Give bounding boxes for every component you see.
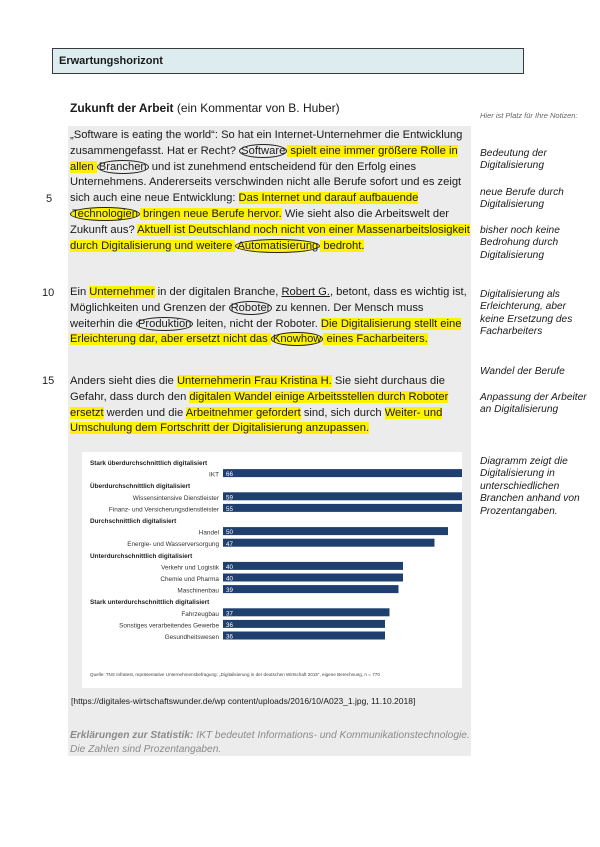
chart-value-label-6: 40	[226, 575, 233, 583]
chart-category-label-3: Handel	[198, 529, 219, 537]
chart-bar-4	[223, 539, 435, 547]
p2-text: , betont, dass es wichtig ist, Möglichkeiten und Grenzen der	[70, 286, 467, 314]
paragraph-2	[70, 285, 470, 348]
chart-value-label-3: 50	[226, 529, 233, 537]
chart-value-label-10: 36	[226, 633, 233, 641]
p2-circled-knowhow: Knowhow	[272, 333, 322, 346]
article-title	[70, 101, 340, 115]
chart-group-label-2: Durchschnittlich digitalisiert	[90, 518, 177, 525]
chart-value-label-8: 37	[226, 610, 233, 618]
notes-hint: Hier ist Platz für Ihre Notizen:	[480, 111, 578, 120]
chart-category-label-7: Maschinenbau	[177, 587, 219, 595]
statistics-explanation	[70, 729, 470, 757]
p2-underlined-name: Robert G.	[281, 286, 330, 298]
chart-bar-8	[223, 608, 390, 616]
p1-text: und ist zunehmend entscheidend für den Erfolg eines Unternehmens. Andererseits verschwinden nicht alle Berufe sofort und es zeigt sich auch eine neue Entwicklung:	[70, 160, 462, 205]
chart-bar-2	[223, 504, 462, 512]
chart-value-label-1: 59	[226, 494, 233, 502]
p1-highlight: bedroht.	[320, 239, 365, 252]
chart-group-label-3: Unterdurchschnittlich digitalisiert	[90, 552, 193, 560]
p2-circled-roboter: Roboter	[230, 301, 271, 314]
p2-text: Ein	[70, 286, 90, 298]
p1-circled-technologien: Technologien	[72, 207, 138, 220]
line-number-5: 5	[46, 193, 53, 205]
chart-category-label-9: Sonstiges verarbeitendes Gewerbe	[119, 622, 219, 630]
chart-group-label-0: Stark überdurchschnittlich digitalisiert	[90, 460, 208, 467]
note-3: bisher noch keine Bedrohung durch Digitalisierung	[480, 225, 560, 261]
p3-highlight: Weiter- und Umschulung dem Fortschritt der Digitalisierung anzupassen.	[70, 406, 443, 435]
p2-highlight: Die Digitalisierung stellt eine Erleichterung dar, aber ersetzt nicht das	[70, 317, 462, 346]
explanation-text: IKT bedeutet Informations- und Kommunikationstechnologie. Die Zahlen sind Prozentangaben.	[70, 730, 470, 755]
p2-text: zu kennen. Der Mensch muss weiterhin die	[70, 301, 424, 330]
p1-highlight: spielt eine immer größere Rolle in allen	[70, 144, 458, 173]
chart-category-label-1: Wissensintensive Dienstleister	[132, 494, 219, 502]
chart-svg	[82, 452, 462, 688]
p3-highlight: Unternehmerin Frau Kristina H.	[176, 375, 332, 387]
note-6: Anpassung der Arbeiter an Digitalisierung	[480, 392, 587, 416]
chart-category-label-2: Finanz- und Versicherungsdienstleister	[108, 506, 219, 514]
chart-source-note: Quelle: TNS Infratest, repräsentative Unternehmensbefragung: „Digitalisierung in der deutschen Wirtschaft 2015“, eigene Berechnung, n = 770	[90, 672, 380, 677]
p3-highlight: Arbeitnehmer gefordert	[185, 406, 301, 419]
p2-highlight: eines Facharbeiters.	[323, 333, 428, 346]
chart-bar-3	[223, 527, 448, 535]
chart-group-label-1: Überdurchschnittlich digitalisiert	[90, 483, 191, 491]
chart-bar-5	[223, 562, 403, 570]
note-5: Wandel der Berufe	[480, 366, 565, 377]
p1-circled-software: Software	[241, 144, 286, 157]
line-number-10: 10	[42, 287, 55, 299]
p3-text: Sie sieht durchaus die Gefahr, dass durch den	[70, 375, 445, 403]
chart-category-label-10: Gesundheitswesen	[164, 634, 219, 641]
paragraph-3	[70, 374, 470, 437]
chart-value-label-4: 47	[226, 540, 233, 548]
p2-circled-produktion: Produktion	[137, 317, 192, 330]
chart-value-label-2: 55	[226, 506, 233, 513]
p2-highlight: Unternehmer	[89, 286, 155, 298]
p1-highlight: Aktuell ist Deutschland noch nicht von einer Massenarbeitslosigkeit durch Digitalisierung und weitere	[70, 223, 470, 252]
p1-text: Wie sieht also die Arbeitswelt der Zukunft aus?	[70, 207, 450, 236]
p1-circled-automatisierung: Automatisierung	[237, 239, 319, 252]
explanation-heading: Erklärungen zur Statistik:	[70, 730, 194, 741]
p2-text: in der digitalen Branche,	[154, 286, 282, 298]
chart-bar-1	[223, 492, 462, 500]
p1-highlight: Das Internet und darauf aufbauende	[238, 192, 419, 205]
source-url: [https://digitales-wirtschaftswunder.de/wp content/uploads/2016/10/A023_1.jpg, 11.10.2018]	[71, 696, 416, 706]
chart-bar-9	[223, 620, 385, 628]
p1-text: „Software is eating the world“: So hat ein Internet-Unternehmer die Entwicklung zusammengefasst. Hat er Recht?	[70, 129, 463, 157]
chart-category-label-8: Fahrzeugbau	[181, 610, 219, 618]
chart-value-label-9: 36	[226, 622, 233, 629]
chart-group-label-4: Stark unterdurchschnittlich digitalisiert	[90, 599, 210, 607]
paragraph-1	[70, 128, 470, 254]
chart-category-label-0: IKT	[209, 471, 219, 479]
p3-text: werden und die	[103, 406, 186, 419]
p3-highlight: digitalen Wandel einige Arbeitsstellen durch Roboter ersetzt	[70, 390, 449, 419]
chart-bar-10	[223, 632, 385, 640]
chart-value-label-7: 39	[226, 587, 233, 595]
note-2: neue Berufe durch Digitalisierung	[480, 187, 564, 211]
note-4: Digitalisierung als Erleichterung, aber keine Ersetzung des Facharbeiters	[480, 289, 573, 338]
p3-text: Anders sieht dies die	[70, 375, 177, 387]
chart-value-label-5: 40	[226, 564, 233, 571]
chart-bar-0	[223, 469, 462, 477]
note-7: Diagramm zeigt die Digitalisierung in unterschiedlichen Branchen anhand von Prozentangaben.	[480, 456, 580, 517]
chart-category-label-6: Chemie und Pharma	[160, 576, 219, 583]
p3-text: sind, sich durch	[300, 406, 385, 419]
chart-bar-6	[223, 574, 403, 582]
chart-category-label-4: Energie- und Wasserversorgung	[127, 541, 219, 549]
digitalization-bar-chart	[82, 452, 462, 688]
line-number-15: 15	[42, 375, 55, 387]
p2-text: leiten, nicht der Roboter.	[193, 317, 321, 330]
article-title-main: Zukunft der Arbeit	[70, 101, 174, 115]
chart-category-label-5: Verkehr und Logistik	[161, 564, 219, 572]
p1-highlight: bringen neue Berufe hervor.	[139, 207, 282, 220]
note-1: Bedeutung der Digitalisierung	[480, 148, 547, 172]
chart-value-label-0: 66	[226, 471, 233, 479]
article-title-author: (ein Kommentar von B. Huber)	[173, 101, 340, 115]
section-header: Erwartungshorizont	[52, 48, 524, 74]
p1-circled-branchen: Branchen	[98, 160, 147, 173]
chart-bar-7	[223, 585, 399, 593]
